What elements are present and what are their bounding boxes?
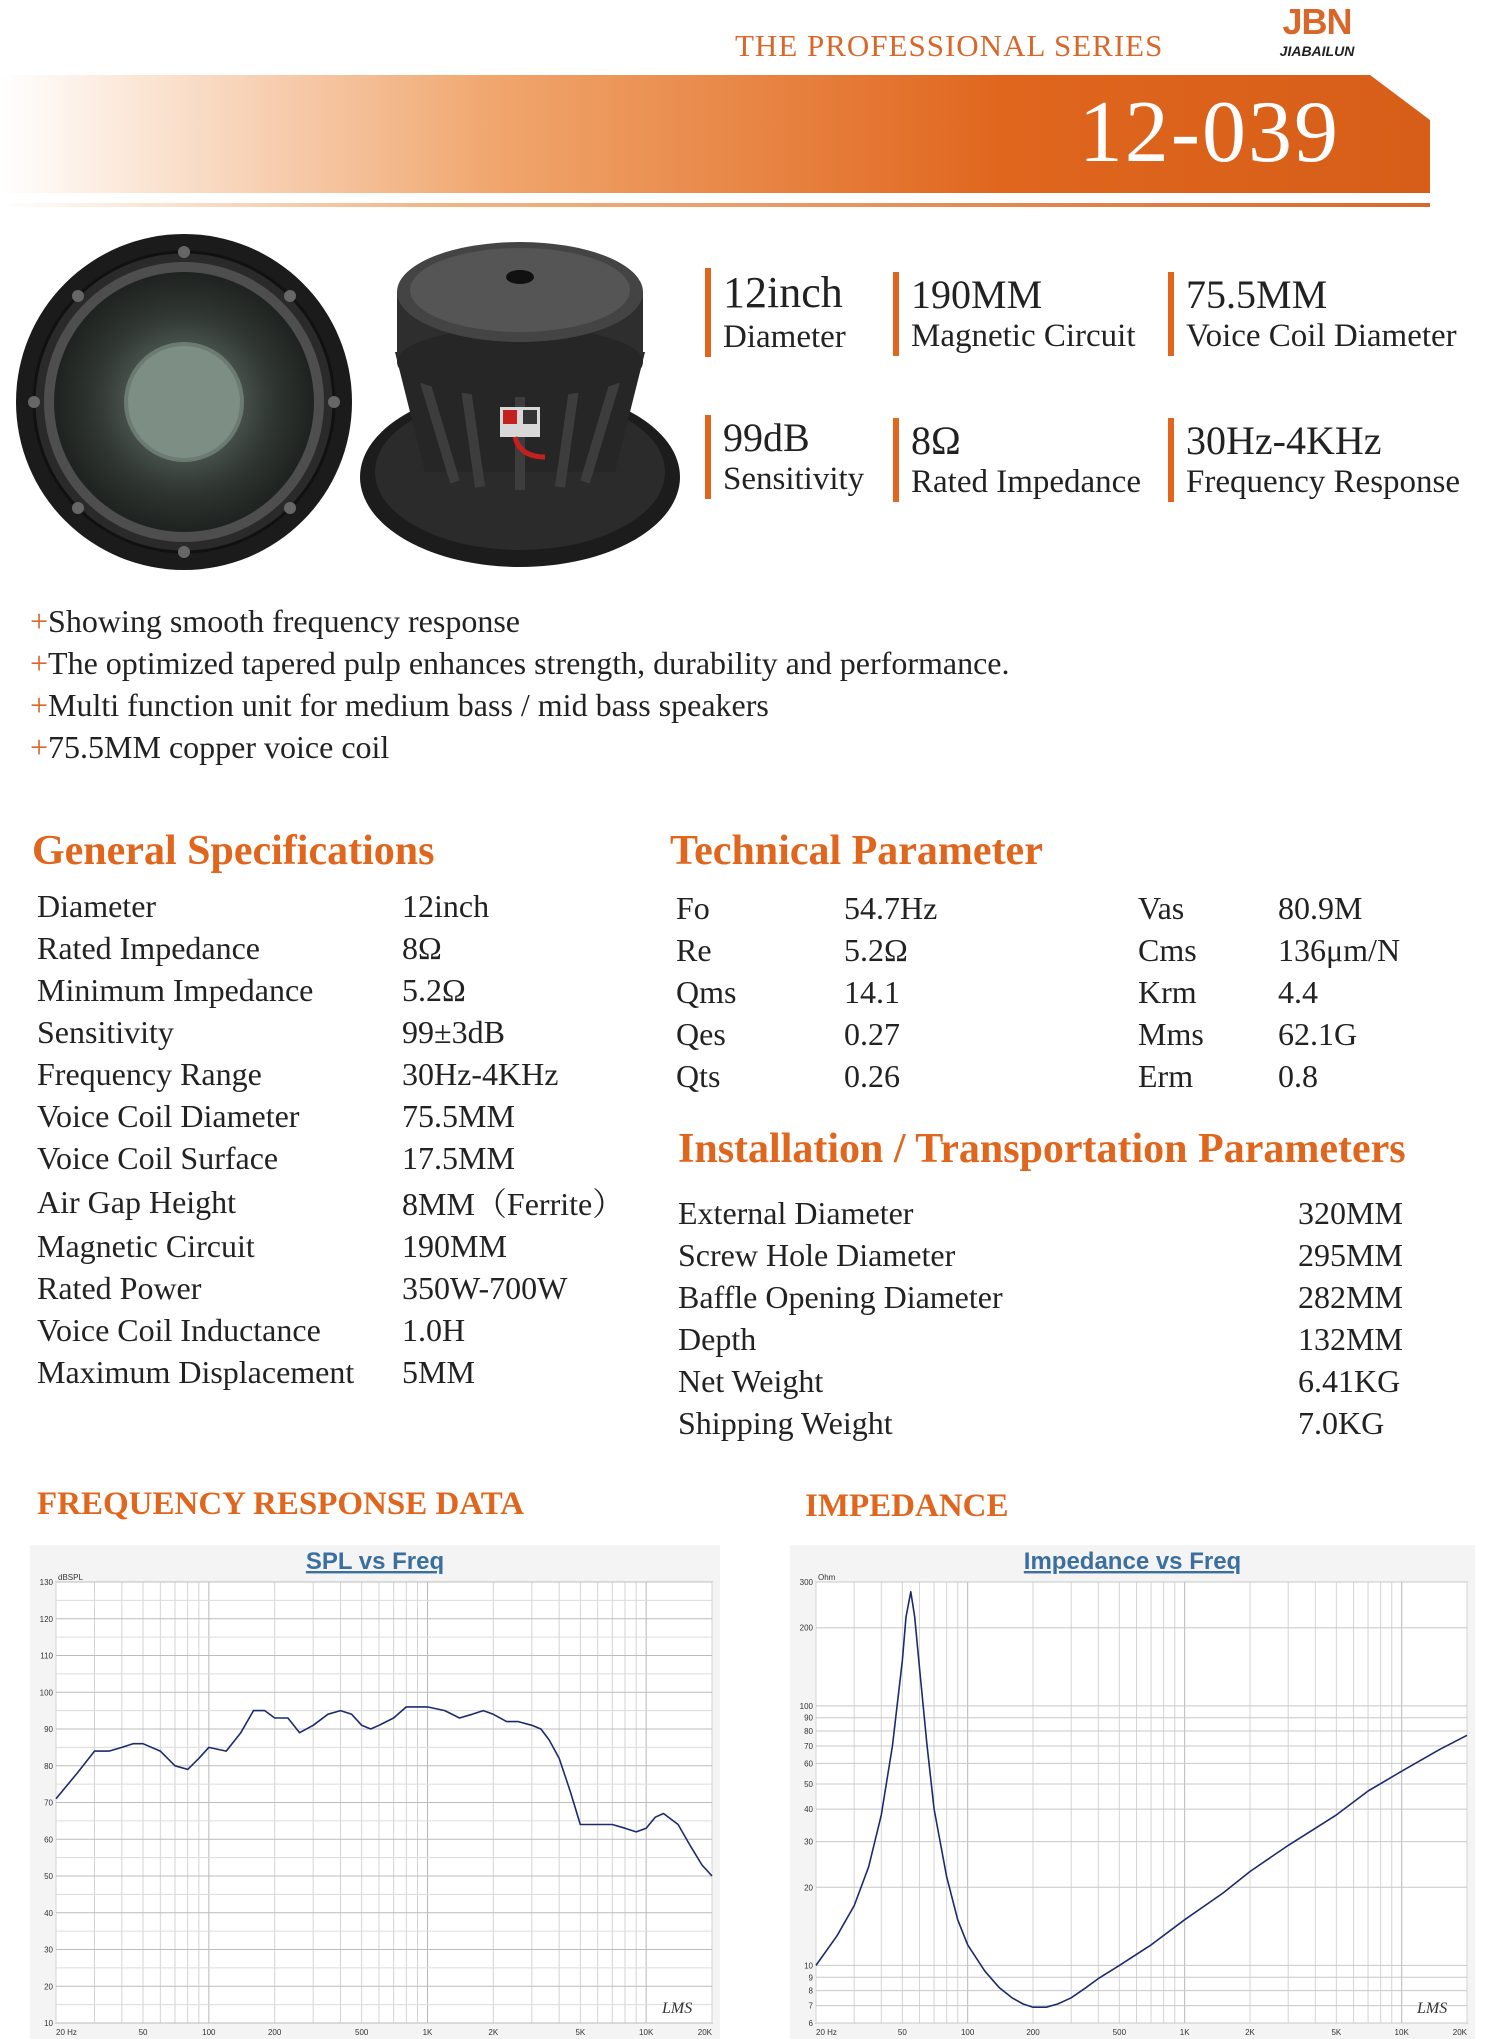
y-axis-label: Ohm: [818, 1573, 836, 1582]
technical-param-row: [676, 1055, 1418, 1097]
spl-chart: [30, 1545, 720, 2039]
y-tick-label: 8: [808, 1986, 813, 1996]
general-spec-row: [37, 1011, 624, 1053]
x-tick-label: 500: [355, 2028, 369, 2037]
feature-item: +Multi function unit for medium bass / mid bass speakers: [30, 687, 769, 723]
plus-icon: +: [30, 729, 49, 765]
installation-table: [678, 1192, 1403, 1444]
y-tick-label: 100: [799, 1701, 813, 1711]
spec-label: Rated Impedance: [37, 929, 260, 966]
y-tick-label: 7: [808, 2001, 813, 2011]
param-value: 0.26: [844, 1057, 900, 1094]
param-label: Qms: [676, 973, 737, 1010]
x-tick-label: 2K: [1245, 2028, 1255, 2037]
general-spec-row: [37, 1225, 624, 1267]
general-spec-row: [37, 1137, 624, 1179]
key-spec-label: Frequency Response: [1186, 464, 1461, 500]
technical-param-row: [676, 971, 1418, 1013]
feature-item: +Showing smooth frequency response: [30, 603, 520, 639]
technical-param-title: Technical Parameter: [670, 828, 1043, 874]
key-spec-value: 190MM: [911, 272, 1043, 317]
install-label: Screw Hole Diameter: [678, 1236, 956, 1273]
y-tick-label: 110: [40, 1651, 53, 1661]
install-label: Depth: [678, 1320, 757, 1357]
x-tick-label: 200: [1026, 2028, 1040, 2037]
key-spec-value: 99dB: [723, 415, 810, 460]
impedance-title: IMPEDANCE: [805, 1488, 1009, 1524]
general-spec-row: [37, 1095, 624, 1137]
x-tick-label: 200: [267, 2028, 282, 2037]
y-tick-label: 9: [808, 1973, 813, 1983]
x-tick-label: 50: [897, 2028, 907, 2037]
model-number: 12-039: [1078, 84, 1340, 181]
spec-label: Rated Power: [37, 1269, 202, 1306]
x-tick-label: 20K: [1452, 2028, 1467, 2037]
param-value: 14.1: [844, 973, 900, 1010]
spec-label: Sensitivity: [37, 1013, 174, 1050]
param-label: Re: [676, 931, 712, 968]
param-value: 54.7Hz: [844, 889, 938, 926]
key-spec-label: Diameter: [723, 318, 846, 355]
spec-label: Frequency Range: [37, 1055, 262, 1092]
general-spec-row: [37, 1267, 624, 1309]
key-spec-label: Sensitivity: [723, 461, 865, 497]
x-tick-label: 100: [960, 2028, 975, 2037]
spec-value: 8Ω: [402, 929, 442, 966]
y-tick-label: 130: [39, 1578, 53, 1587]
spec-value: 12inch: [402, 887, 490, 924]
param-value: 0.8: [1278, 1057, 1318, 1094]
y-tick-label: 20: [44, 1982, 53, 1992]
key-spec-frequency: [1168, 418, 1460, 502]
key-spec-label: Voice Coil Diameter: [1186, 318, 1457, 354]
impedance-chart: [790, 1545, 1475, 2039]
key-spec-label: Rated Impedance: [911, 464, 1141, 500]
param-value: 80.9M: [1278, 889, 1363, 926]
spec-label: Minimum Impedance: [37, 971, 314, 1008]
install-value: 6.41KG: [1298, 1362, 1401, 1399]
spec-value: 5.2Ω: [402, 971, 466, 1008]
general-spec-row: [37, 1179, 624, 1225]
x-tick-label: 20 Hz: [816, 2028, 837, 2037]
y-tick-label: 200: [799, 1623, 813, 1633]
param-label: Erm: [1138, 1057, 1194, 1094]
y-tick-label: 50: [804, 1779, 813, 1789]
install-value: 320MM: [1298, 1194, 1403, 1231]
general-spec-row: [37, 1351, 624, 1393]
installation-title: Installation / Transportation Parameters: [678, 1126, 1406, 1172]
install-label: Shipping Weight: [678, 1404, 893, 1441]
x-tick-label: 20 Hz: [56, 2028, 77, 2037]
install-value: 132MM: [1298, 1320, 1403, 1357]
feature-item: +75.5MM copper voice coil: [30, 729, 390, 765]
key-spec-value: 8Ω: [911, 418, 961, 463]
param-label: Fo: [676, 889, 710, 926]
key-spec-impedance: [893, 418, 1141, 502]
spec-value: 99±3dB: [402, 1013, 505, 1050]
installation-row: [678, 1192, 1403, 1234]
install-label: Net Weight: [678, 1362, 824, 1399]
spec-label: Air Gap Height: [37, 1183, 237, 1220]
spec-label: Maximum Displacement: [37, 1353, 355, 1390]
y-tick-label: 10: [44, 2019, 53, 2028]
brand-logo: [1255, 0, 1385, 60]
plus-icon: +: [30, 687, 49, 723]
spec-value: 190MM: [402, 1227, 507, 1264]
header-divider: [0, 203, 1430, 207]
param-label: Vas: [1138, 889, 1185, 926]
installation-row: [678, 1234, 1403, 1276]
technical-param-row: [676, 1013, 1418, 1055]
y-tick-label: 90: [804, 1713, 813, 1723]
y-tick-label: 10: [804, 1961, 813, 1971]
key-spec-voice-coil: [1168, 272, 1457, 356]
param-value: 136μm/N: [1278, 931, 1401, 968]
spec-value: 1.0H: [402, 1311, 466, 1348]
plus-icon: +: [30, 603, 49, 639]
x-tick-label: 10K: [1394, 2028, 1409, 2037]
y-axis-label: dBSPL: [58, 1573, 83, 1582]
install-label: Baffle Opening Diameter: [678, 1278, 1003, 1315]
spec-value: 17.5MM: [402, 1139, 515, 1176]
key-spec-value: 30Hz-4KHz: [1186, 418, 1382, 463]
series-title: THE PROFESSIONAL SERIES: [735, 28, 1164, 63]
y-tick-label: 100: [39, 1688, 53, 1698]
speaker-front-image: [14, 232, 354, 572]
spec-value: 8MM（Ferrite）: [402, 1186, 625, 1222]
plot-area: [816, 1582, 1467, 2023]
general-spec-table: [37, 885, 624, 1393]
general-spec-row: [37, 1309, 624, 1351]
param-value: 62.1G: [1278, 1015, 1358, 1052]
installation-row: [678, 1318, 1403, 1360]
param-label: Qes: [676, 1015, 726, 1052]
chart-title: SPL vs Freq: [305, 1548, 445, 1575]
spec-label: Voice Coil Surface: [37, 1139, 279, 1176]
key-spec-label: Magnetic Circuit: [911, 318, 1136, 354]
key-spec-value: 12inch: [723, 268, 843, 317]
general-spec-row: [37, 885, 624, 927]
spec-value: 75.5MM: [402, 1097, 515, 1134]
feature-item: +The optimized tapered pulp enhances strength, durability and performance.: [30, 645, 1010, 681]
y-tick-label: 60: [804, 1759, 813, 1769]
y-tick-label: 90: [44, 1725, 53, 1734]
x-tick-label: 1K: [422, 2028, 433, 2037]
y-tick-label: 70: [44, 1798, 53, 1808]
spec-value: 350W-700W: [402, 1269, 568, 1306]
x-tick-label: 2K: [488, 2028, 499, 2037]
installation-row: [678, 1402, 1403, 1444]
chart-title: Impedance vs Freq: [1023, 1548, 1242, 1575]
general-spec-row: [37, 1053, 624, 1095]
technical-param-row: [676, 887, 1418, 929]
param-value: 4.4: [1278, 973, 1318, 1010]
x-tick-label: 5K: [575, 2028, 586, 2037]
param-label: Mms: [1138, 1015, 1204, 1052]
param-value: 0.27: [844, 1015, 900, 1052]
spec-value: 5MM: [402, 1353, 475, 1390]
key-spec-diameter: [705, 268, 846, 357]
spec-label: Voice Coil Inductance: [37, 1311, 321, 1348]
speaker-rear-image: [355, 232, 685, 572]
x-tick-label: 1K: [1179, 2028, 1190, 2037]
key-spec-magnetic-circuit: [893, 272, 1136, 356]
key-spec-sensitivity: [705, 415, 864, 499]
x-tick-label: 500: [1112, 2028, 1127, 2037]
installation-row: [678, 1276, 1403, 1318]
logo-mark: JBN: [1282, 1, 1352, 42]
install-value: 295MM: [1298, 1236, 1403, 1273]
technical-param-table: [676, 887, 1418, 1097]
feature-list: [30, 600, 1009, 768]
y-tick-label: 30: [804, 1837, 813, 1847]
install-label: External Diameter: [678, 1194, 914, 1231]
x-tick-label: 50: [138, 2028, 148, 2037]
general-spec-row: [37, 927, 624, 969]
param-label: Cms: [1138, 931, 1197, 968]
y-tick-label: 70: [804, 1742, 813, 1752]
y-tick-label: 80: [44, 1761, 53, 1771]
y-tick-label: 40: [44, 1908, 53, 1918]
y-tick-label: 30: [44, 1945, 53, 1955]
x-tick-label: 10K: [639, 2028, 654, 2037]
y-tick-label: 6: [808, 2019, 813, 2028]
frequency-response-title: FREQUENCY RESPONSE DATA: [37, 1486, 525, 1522]
y-tick-label: 50: [44, 1872, 53, 1881]
general-spec-row: [37, 969, 624, 1011]
y-tick-label: 120: [39, 1614, 53, 1624]
install-value: 7.0KG: [1298, 1404, 1385, 1441]
general-spec-title: General Specifications: [32, 828, 435, 874]
x-tick-label: 100: [202, 2028, 216, 2037]
y-tick-label: 60: [44, 1835, 53, 1845]
chart-watermark: LMS: [662, 2000, 693, 2017]
param-value: 5.2Ω: [844, 931, 908, 968]
y-tick-label: 80: [804, 1727, 813, 1737]
install-value: 282MM: [1298, 1278, 1403, 1315]
key-spec-value: 75.5MM: [1186, 272, 1328, 317]
y-tick-label: 20: [804, 1883, 813, 1893]
plus-icon: +: [30, 645, 49, 681]
x-tick-label: 20K: [697, 2028, 712, 2037]
param-label: Krm: [1138, 973, 1197, 1010]
installation-row: [678, 1360, 1403, 1402]
spec-label: Magnetic Circuit: [37, 1227, 255, 1264]
spec-value: 30Hz-4KHz: [402, 1055, 559, 1092]
logo-subtext: JIABAILUN: [1279, 43, 1355, 59]
x-tick-label: 5K: [1331, 2028, 1342, 2037]
y-tick-label: 40: [804, 1805, 813, 1815]
param-label: Qts: [676, 1057, 721, 1094]
y-tick-label: 300: [799, 1578, 813, 1587]
chart-watermark: LMS: [1417, 2000, 1448, 2017]
spec-label: Voice Coil Diameter: [37, 1097, 300, 1134]
spec-label: Diameter: [37, 887, 157, 924]
technical-param-row: [676, 929, 1418, 971]
